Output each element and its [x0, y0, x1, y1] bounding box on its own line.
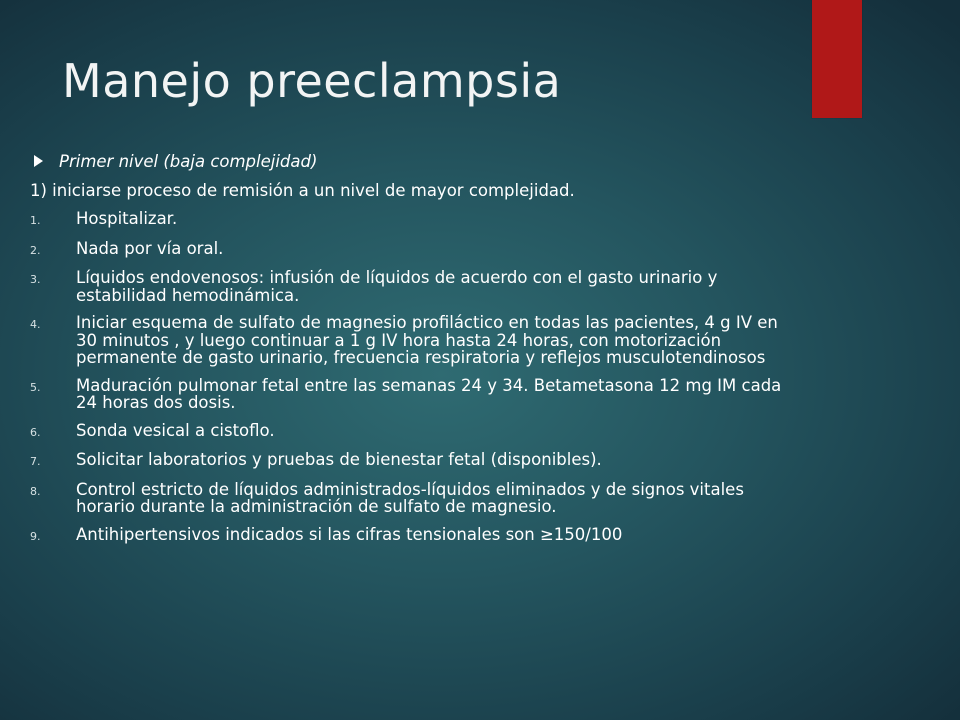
list-number: 3.: [30, 273, 41, 286]
subheading: Primer nivel (baja complejidad): [59, 151, 318, 171]
list-item: [30, 314, 910, 367]
list-text: Control estricto de líquidos administrados-líquidos eliminados y de signos vitales horario durante la administración de sulfato de magnesio.: [76, 479, 744, 516]
list-number: 4.: [30, 318, 41, 331]
steps-list: [30, 210, 910, 545]
list-number: 9.: [30, 529, 41, 543]
list-text: Hospitalizar.: [76, 209, 178, 228]
list-number: 5.: [30, 380, 41, 394]
list-text: Antihipertensivos indicados si las cifras tensionales son ≥150/100: [76, 524, 623, 544]
slide-title: Manejo preeclampsia: [62, 54, 562, 108]
list-text: Nada por vía oral.: [76, 238, 224, 258]
list-item: [30, 481, 910, 516]
slide-content: [30, 146, 910, 555]
triangle-right-icon: [34, 155, 43, 167]
list-item: [30, 269, 910, 304]
list-item: [30, 526, 910, 546]
list-item: [30, 451, 910, 471]
list-text: Solicitar laboratorios y pruebas de bienestar fetal (disponibles).: [76, 450, 602, 469]
list-item: [30, 377, 910, 412]
list-number: 2.: [30, 243, 41, 257]
list-text: Líquidos endovenosos: infusión de líquidos de acuerdo con el gasto urinario y estabilidad hemodinámica.: [76, 268, 718, 305]
list-number: 7.: [30, 455, 41, 468]
intro-line: 1) iniciarse proceso de remisión a un nivel de mayor complejidad.: [30, 181, 575, 200]
list-number: 1.: [30, 214, 41, 227]
list-number: 6.: [30, 425, 41, 439]
subheading-row: [34, 146, 910, 176]
list-number: 8.: [30, 484, 41, 498]
list-text: Sonda vesical a cistoflo.: [76, 420, 275, 440]
list-item: [30, 240, 910, 260]
list-item: [30, 422, 910, 442]
list-text: Maduración pulmonar fetal entre las semanas 24 y 34. Betametasona 12 mg IM cada 24 horas dos dosis.: [76, 375, 782, 412]
accent-bar: [812, 0, 862, 118]
list-item: [30, 210, 910, 230]
list-text: Iniciar esquema de sulfato de magnesio profiláctico en todas las pacientes, 4 g IV en 30 minutos , y luego continuar a 1 g IV hora hasta 24 horas, con motorización permanente de gasto urinario, frecuencia respiratoria y reflejos musculotendinosos: [76, 313, 778, 367]
